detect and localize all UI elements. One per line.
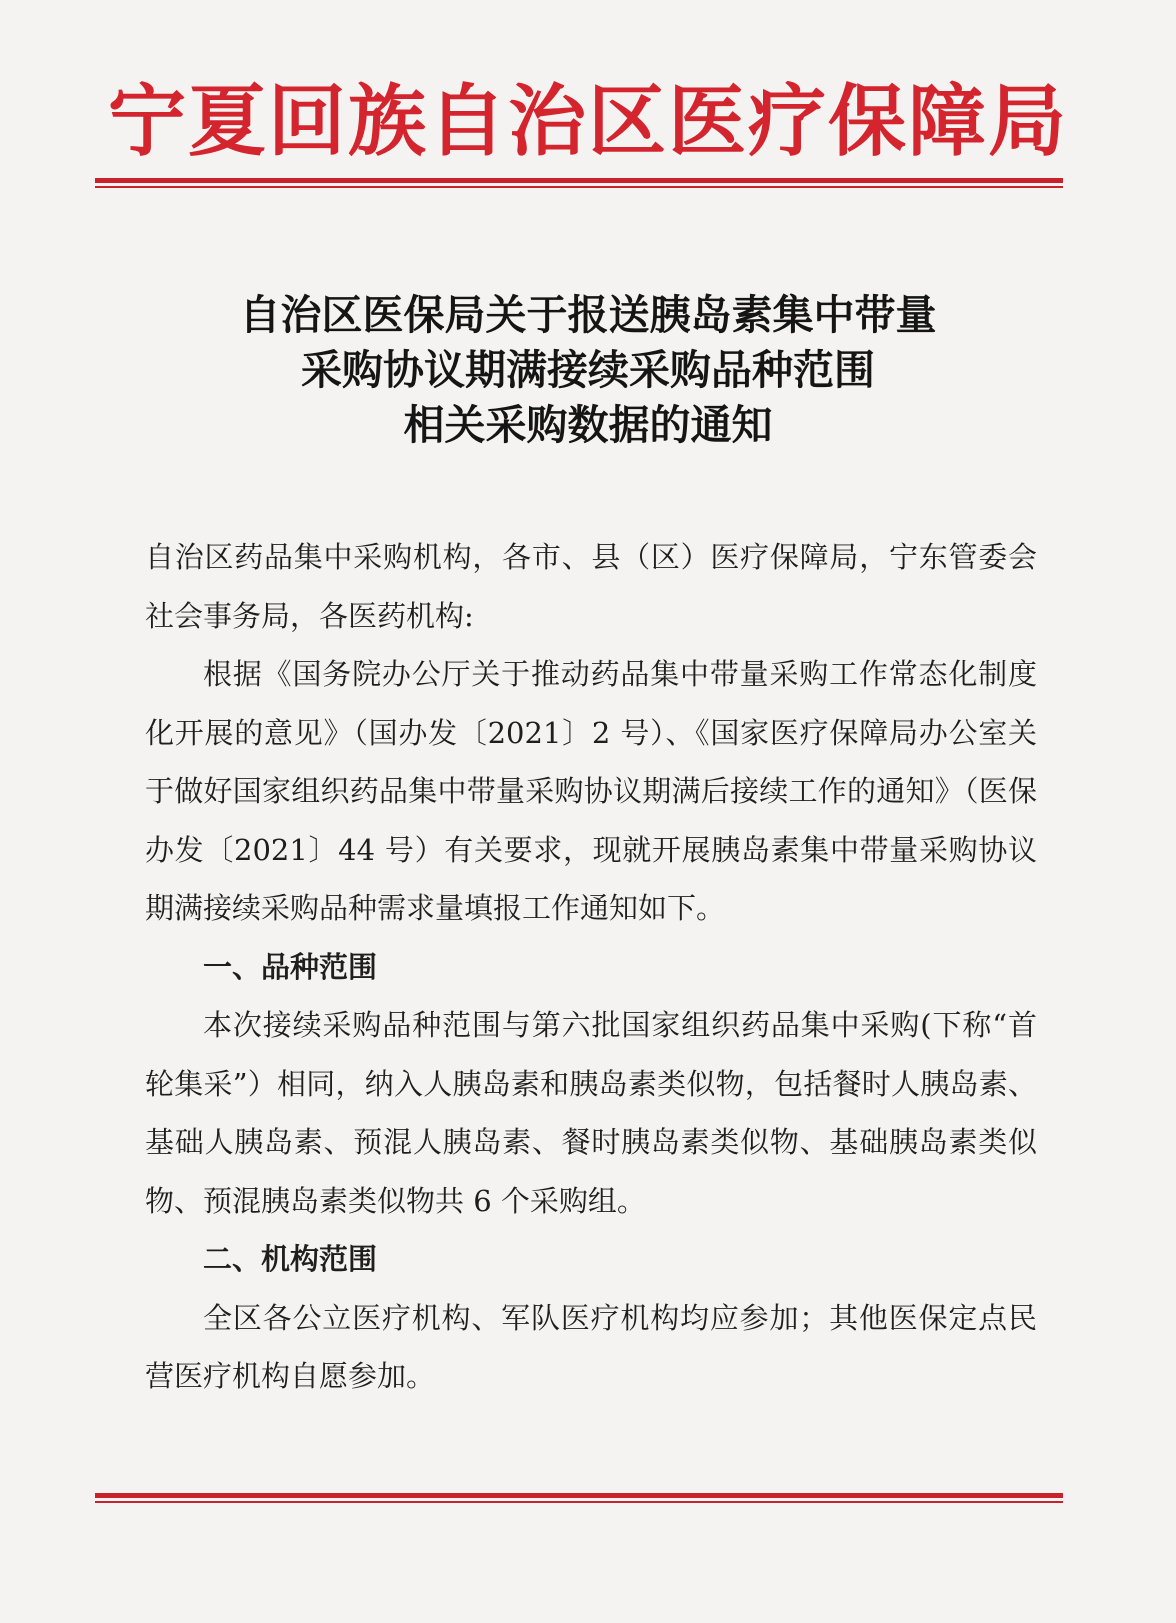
footer-divider-thick-line xyxy=(95,1493,1063,1498)
intro-paragraph: 根据《国务院办公厅关于推动药品集中带量采购工作常态化制度化开展的意见》（国办发〔2021〕2 号）、《国家医疗保障局办公室关于做好国家组织药品集中带量采购协议期满后接续工作的通知》（医保办发〔2021〕44 号）有关要求，现就开展胰岛素集中带量采购协议期满接续采购品种需求量填报工作通知如下。 xyxy=(145,657,1037,925)
title-line-3: 相关采购数据的通知 xyxy=(403,401,773,449)
divider-thin-line xyxy=(95,186,1063,188)
letterhead-org-name: 宁夏回族自治区医疗保障局 xyxy=(107,76,1068,167)
section-paragraph-1: 本次接续采购品种范围与第六批国家组织药品集中采购(下称“首轮集采”）相同，纳入人胰岛素和胰岛素类似物，包括餐时人胰岛素、基础人胰岛素、预混人胰岛素、餐时胰岛素类似物、基础胰岛素类似物、预混胰岛素类似物共 6 个采购组。 xyxy=(145,1008,1037,1218)
footer-divider xyxy=(95,1493,1063,1503)
letterhead-divider xyxy=(95,178,1063,188)
title-line-1: 自治区医保局关于报送胰岛素集中带量 xyxy=(239,291,937,339)
document-body xyxy=(145,528,1037,1406)
title-line-2: 采购协议期满接续采购品种范围 xyxy=(301,346,875,394)
footer-divider-thin-line xyxy=(95,1501,1063,1503)
document-title xyxy=(0,288,1176,453)
section-paragraph-2: 全区各公立医疗机构、军队医疗机构均应参加；其他医保定点民营医疗机构自愿参加。 xyxy=(145,1300,1037,1393)
divider-thick-line xyxy=(95,178,1063,183)
recipients-paragraph: 自治区药品集中采购机构，各市、县（区）医疗保障局，宁东管委会社会事务局，各医药机构: xyxy=(145,540,1037,633)
section-heading-1: 一、品种范围 xyxy=(203,949,378,984)
section-heading-2: 二、机构范围 xyxy=(203,1242,378,1276)
